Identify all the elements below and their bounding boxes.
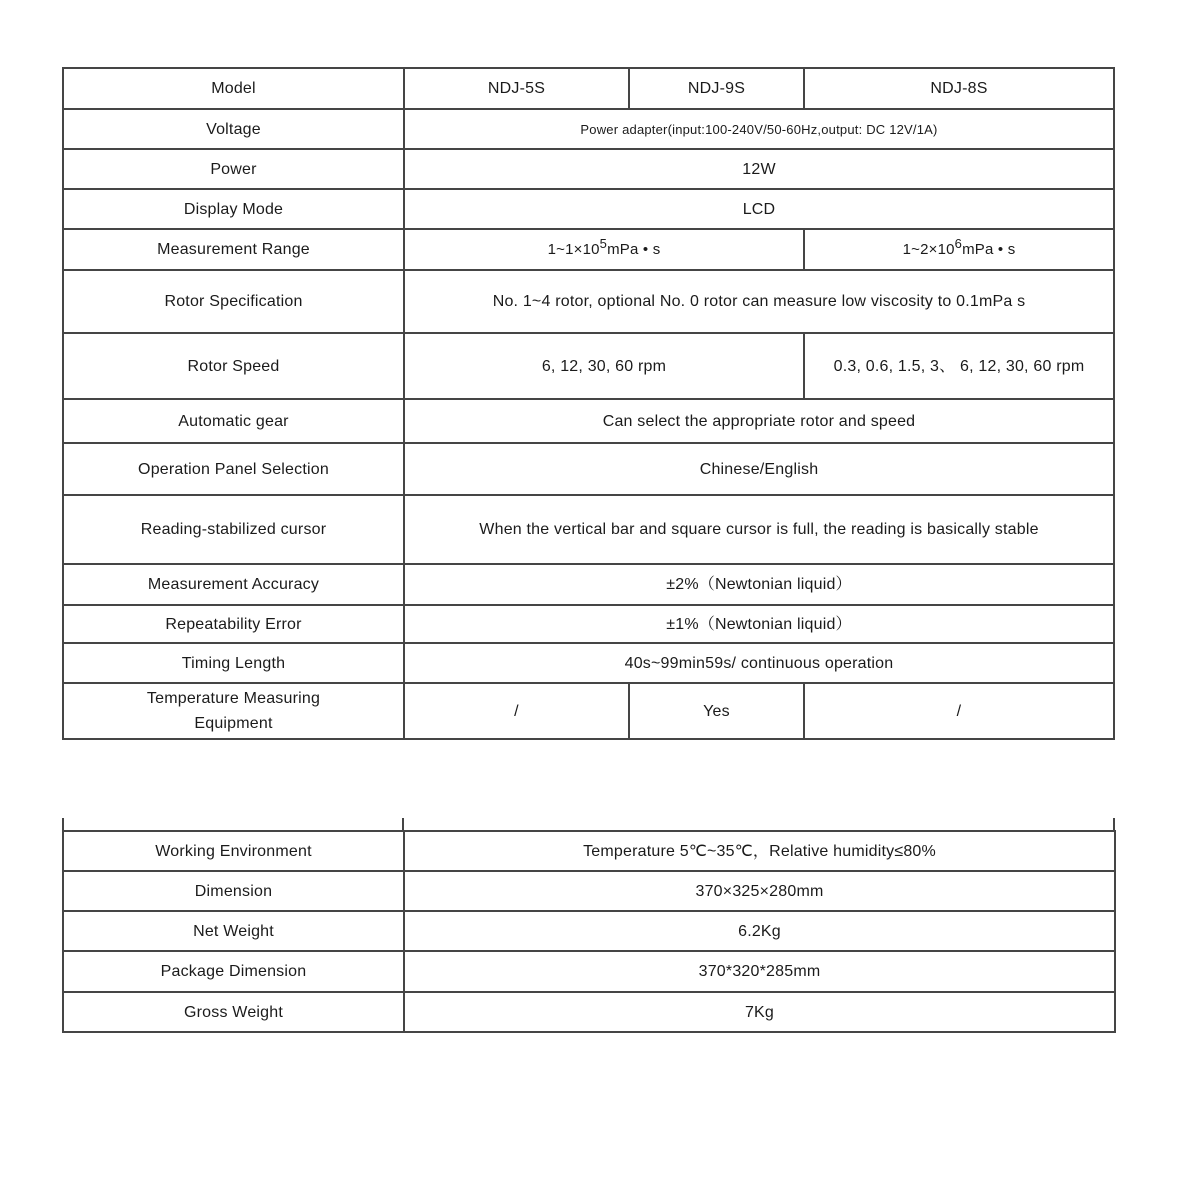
rotor-speed-ndj8s-text: 0.3, 0.6, 1.5, 3、 6, 12, 30, 60 rpm [833, 357, 1085, 375]
range-exponent: 5 [599, 236, 608, 251]
row-display-mode [63, 189, 1114, 229]
spec-label-operation-panel: Operation Panel Selection [63, 443, 404, 495]
row-measurement-accuracy [63, 564, 1114, 605]
phys-value-net-weight: 6.2Kg [404, 911, 1115, 951]
spec-label-voltage: Voltage [63, 109, 404, 149]
row-repeatability-error [63, 605, 1114, 643]
row-gross-weight [63, 992, 1115, 1032]
row-net-weight [63, 911, 1115, 951]
row-voltage [63, 109, 1114, 149]
row-dimension [63, 871, 1115, 911]
spec-value-timing-length: 40s~99min59s/ continuous operation [404, 643, 1114, 683]
phys-value-dimension: 370×325×280mm [404, 871, 1115, 911]
spec-value-temperature-equipment-ndj5s: / [404, 683, 629, 739]
range-unit: mPa • s [962, 241, 1016, 258]
range-unit: mPa • s [607, 241, 661, 258]
spec-value-repeatability-error: ±1%（Newtonian liquid） [404, 605, 1114, 643]
spec-value-automatic-gear: Can select the appropriate rotor and speed [404, 399, 1114, 443]
spec-value-range-ndj8s [804, 229, 1114, 270]
physical-table-section [62, 818, 1116, 1033]
spec-label-reading-cursor: Reading-stabilized cursor [63, 495, 404, 564]
spec-label-measurement-accuracy: Measurement Accuracy [63, 564, 404, 605]
phys-value-working-environment: Temperature 5℃~35℃，Relative humidity≤80% [404, 831, 1115, 871]
spec-value-rotor-speed-ndj8s [804, 333, 1114, 399]
phys-value-gross-weight: 7Kg [404, 992, 1115, 1032]
spec-label-rotor-specification: Rotor Specification [63, 270, 404, 333]
row-power [63, 149, 1114, 189]
row-temperature-equipment [63, 683, 1114, 739]
reading-cursor-text: When the vertical bar and square cursor is full, the reading is basically stable [479, 521, 1039, 538]
row-package-dimension [63, 951, 1115, 992]
model-ndj-9s: NDJ-9S [629, 68, 804, 109]
spec-label-rotor-speed: Rotor Speed [63, 333, 404, 399]
stub-line-middle [402, 818, 404, 830]
spec-label-automatic-gear: Automatic gear [63, 399, 404, 443]
phys-label-net-weight: Net Weight [63, 911, 404, 951]
rotor-specification-text: No. 1~4 rotor, optional No. 0 rotor can measure low viscosity to 0.1mPa s [492, 293, 1026, 310]
model-ndj-8s: NDJ-8S [804, 68, 1114, 109]
row-measurement-range [63, 229, 1114, 270]
range-base: 1~1×10 [547, 241, 600, 258]
row-rotor-speed [63, 333, 1114, 399]
row-rotor-specification [63, 270, 1114, 333]
spec-value-rotor-speed-ndj5s-9s: 6, 12, 30, 60 rpm [404, 333, 804, 399]
spec-label-repeatability-error: Repeatability Error [63, 605, 404, 643]
spec-value-operation-panel: Chinese/English [404, 443, 1114, 495]
spec-label-temperature-equipment [63, 683, 404, 739]
spec-label-timing-length: Timing Length [63, 643, 404, 683]
spec-label-power: Power [63, 149, 404, 189]
spec-value-range-ndj5s-9s [404, 229, 804, 270]
spec-value-rotor-specification [404, 270, 1114, 333]
spec-table [62, 67, 1115, 740]
spec-value-display-mode: LCD [404, 189, 1114, 229]
row-model [63, 68, 1114, 109]
table-top-stub-lines [62, 818, 1115, 830]
spec-label-measurement-range: Measurement Range [63, 229, 404, 270]
spec-value-temperature-equipment-ndj9s: Yes [629, 683, 804, 739]
spec-value-voltage: Power adapter(input:100-240V/50-60Hz,output: DC 12V/1A) [404, 109, 1114, 149]
phys-label-gross-weight: Gross Weight [63, 992, 404, 1032]
phys-label-dimension: Dimension [63, 871, 404, 911]
spec-value-measurement-accuracy: ±2%（Newtonian liquid） [404, 564, 1114, 605]
row-timing-length [63, 643, 1114, 683]
phys-label-package-dimension: Package Dimension [63, 951, 404, 992]
stub-line-right [1113, 818, 1115, 830]
model-ndj-5s: NDJ-5S [404, 68, 629, 109]
spec-label-display-mode: Display Mode [63, 189, 404, 229]
spec-value-temperature-equipment-ndj8s: / [804, 683, 1114, 739]
stub-line-left [62, 818, 64, 830]
spec-value-power: 12W [404, 149, 1114, 189]
range-exponent: 6 [954, 236, 963, 251]
physical-table [62, 830, 1116, 1033]
row-reading-cursor [63, 495, 1114, 564]
range-base: 1~2×10 [902, 241, 955, 258]
row-automatic-gear [63, 399, 1114, 443]
row-operation-panel [63, 443, 1114, 495]
spec-value-reading-cursor [404, 495, 1114, 564]
temperature-equipment-label-text: Temperature Measuring Equipment [146, 690, 321, 732]
row-working-environment [63, 831, 1115, 871]
phys-label-working-environment: Working Environment [63, 831, 404, 871]
spec-table-section [62, 67, 1115, 740]
phys-value-package-dimension: 370*320*285mm [404, 951, 1115, 992]
spec-label-model: Model [63, 68, 404, 109]
